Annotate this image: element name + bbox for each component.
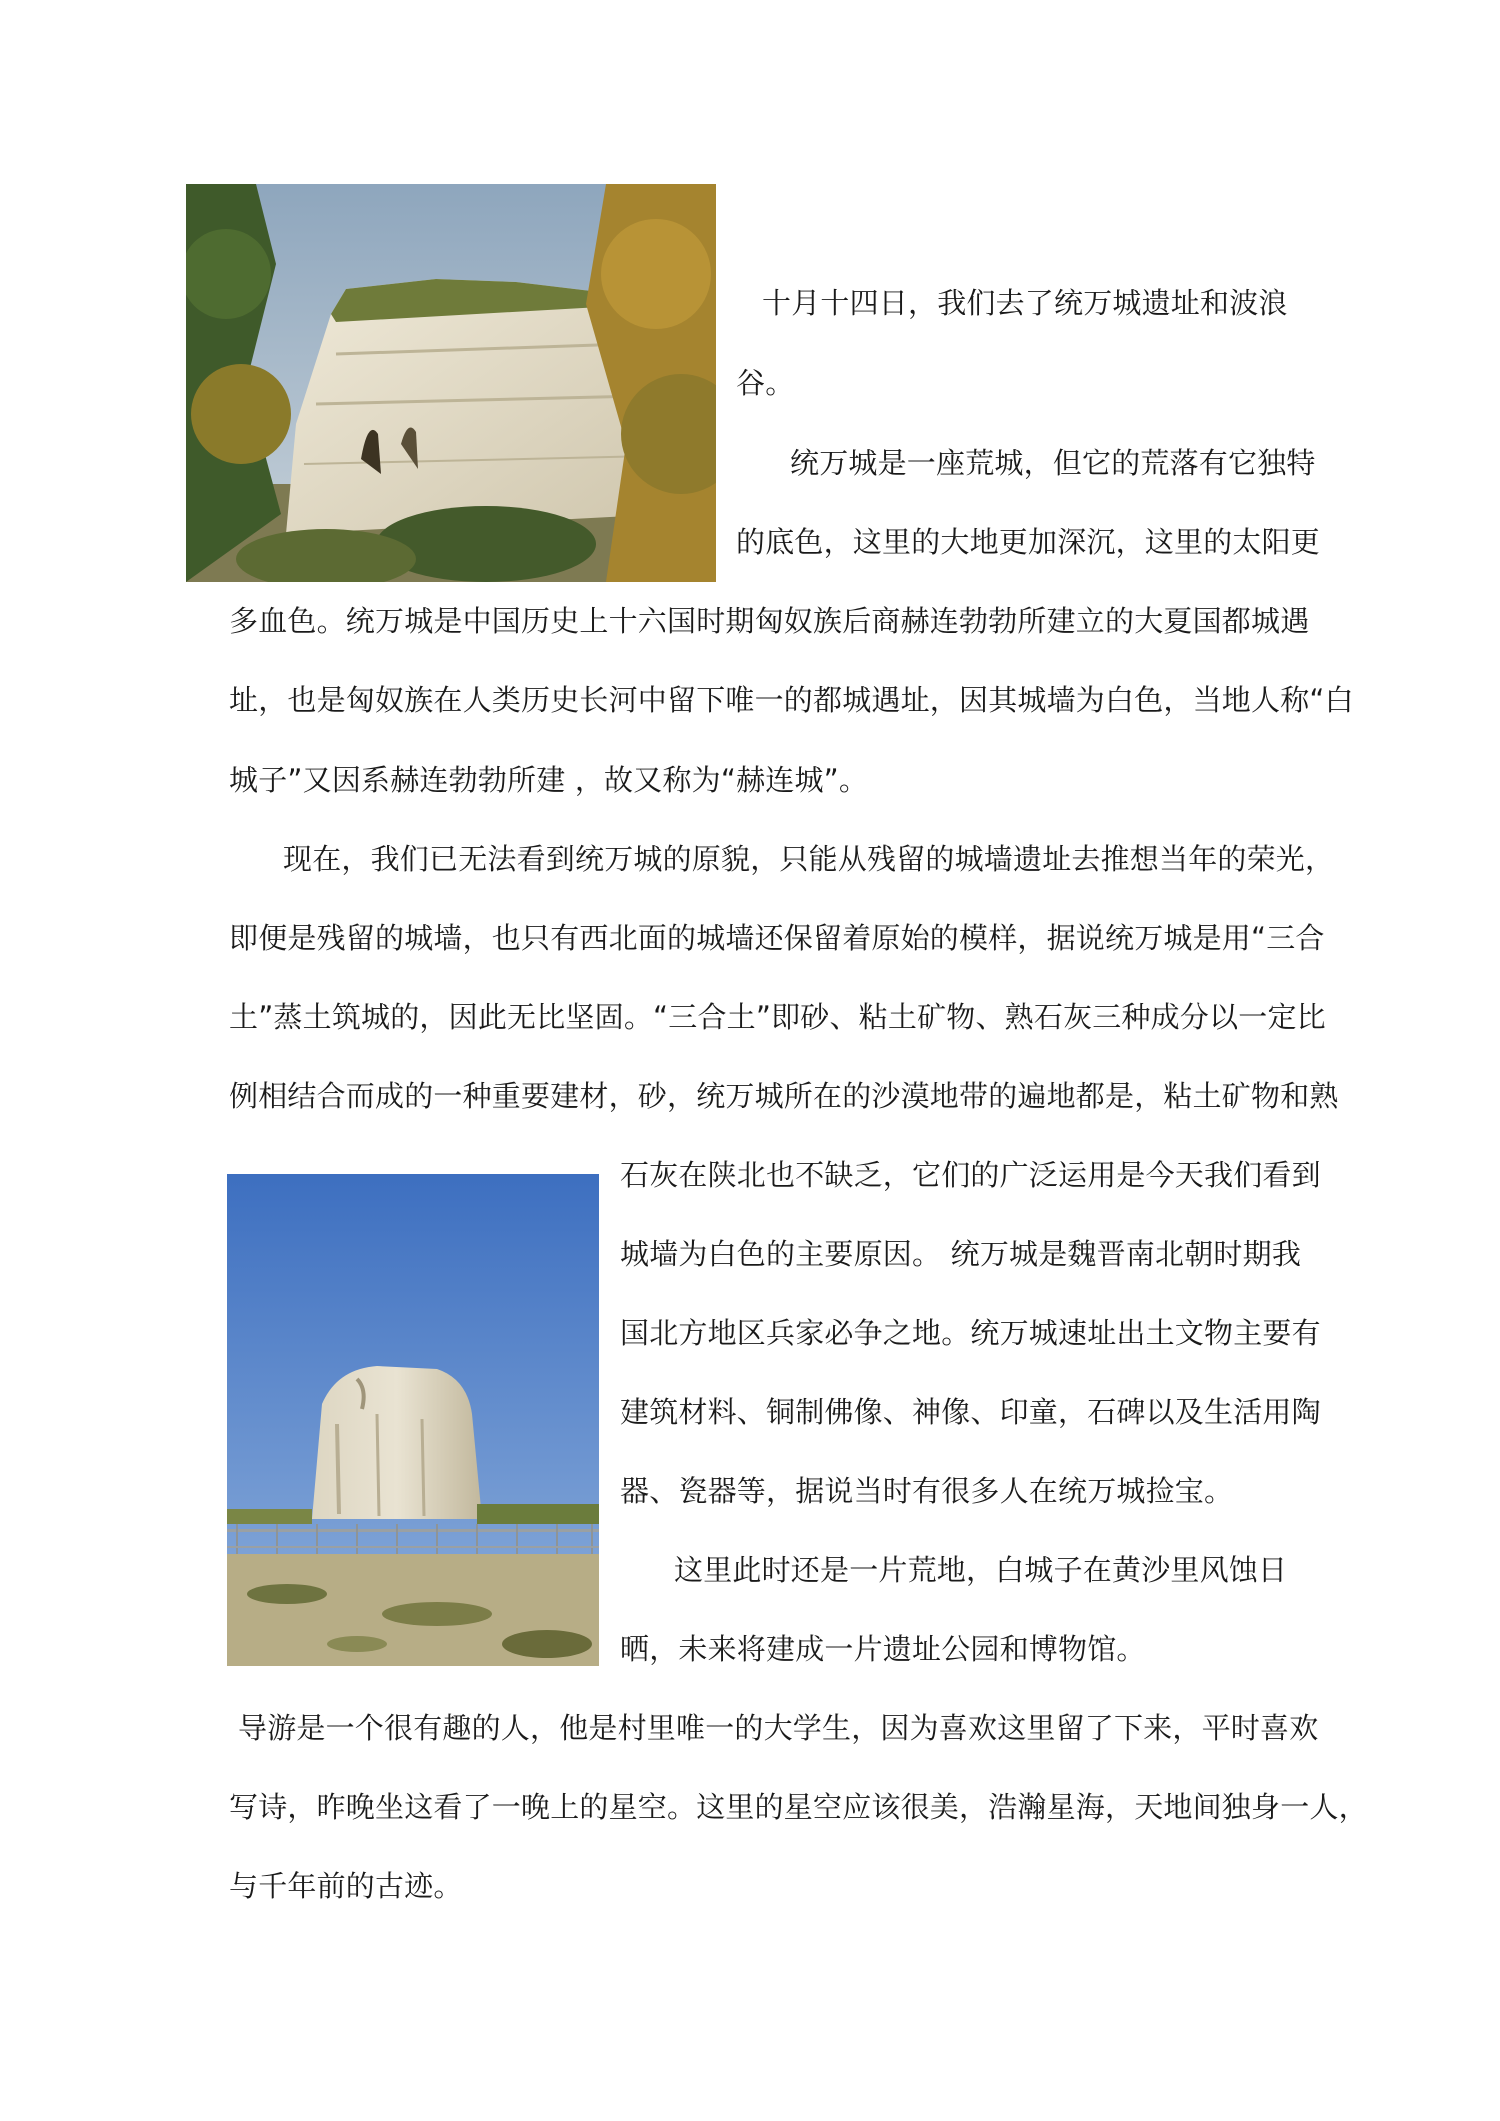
text-line-15: 建筑材料、铜制佛像、神像、印童，石碑以及生活用陶	[620, 1395, 1321, 1429]
text-line-8: 现在，我们已无法看到统万城的原貌，只能从残留的城墙遗址去推想当年的荣光，	[283, 842, 1335, 876]
text-line-18: 晒，未来将建成一片遗址公园和博物馆。	[620, 1632, 1146, 1666]
text-line-4: 的底色，这里的大地更加深沉，这里的太阳更	[736, 525, 1321, 559]
white-city-tower-image	[227, 1174, 599, 1666]
text-line-16: 器、瓷器等，据说当时有很多人在统万城捡宝。	[620, 1474, 1234, 1508]
text-line-1: 十月十四日，我们去了统万城遗址和波浪	[762, 286, 1288, 320]
white-city-wall-photo-1	[186, 184, 716, 582]
text-line-6: 址，也是匈奴族在人类历史长河中留下唯一的都城遇址，因其城墙为白色，当地人称“白	[229, 683, 1354, 717]
text-line-9: 即便是残留的城墙，也只有西北面的城墙还保留着原始的模样，据说统万城是用“三合	[229, 921, 1325, 955]
text-line-12: 石灰在陕北也不缺乏，它们的广泛运用是今天我们看到	[620, 1158, 1321, 1192]
text-line-21: 与千年前的古迹。	[229, 1869, 463, 1903]
text-line-3: 统万城是一座荒城，但它的荒落有它独特	[790, 446, 1316, 480]
text-line-17: 这里此时还是一片荒地，白城子在黄沙里风蚀日	[674, 1553, 1288, 1587]
text-line-11: 例相结合而成的一种重要建材，砂，统万城所在的沙漠地带的遍地都是，粘土矿物和熟	[229, 1079, 1339, 1113]
white-city-wall-image	[186, 184, 716, 582]
text-line-19: 导游是一个很有趣的人，他是村里唯一的大学生，因为喜欢这里留了下来，平时喜欢	[238, 1711, 1319, 1745]
text-line-13: 城墙为白色的主要原因。 统万城是魏晋南北朝时期我	[620, 1237, 1302, 1271]
text-line-7: 城子”又因系赫连勃勃所建 ，故又称为“赫连城”。	[229, 763, 869, 797]
text-line-20: 写诗，昨晚坐这看了一晚上的星空。这里的星空应该很美，浩瀚星海，天地间独身一人，	[229, 1790, 1368, 1824]
text-line-14: 国北方地区兵家必争之地。统万城速址出土文物主要有	[620, 1316, 1321, 1350]
white-city-tower-photo-2	[227, 1174, 599, 1666]
text-line-5: 多血色。统万城是中国历史上十六国时期匈奴族后商赫连勃勃所建立的大夏国都城遇	[229, 604, 1310, 638]
text-line-10: 土”蒸土筑城的，因此无比坚固。“三合土”即砂、粘土矿物、熟石灰三种成分以一定比	[229, 1000, 1326, 1034]
text-line-2: 谷。	[736, 366, 795, 400]
